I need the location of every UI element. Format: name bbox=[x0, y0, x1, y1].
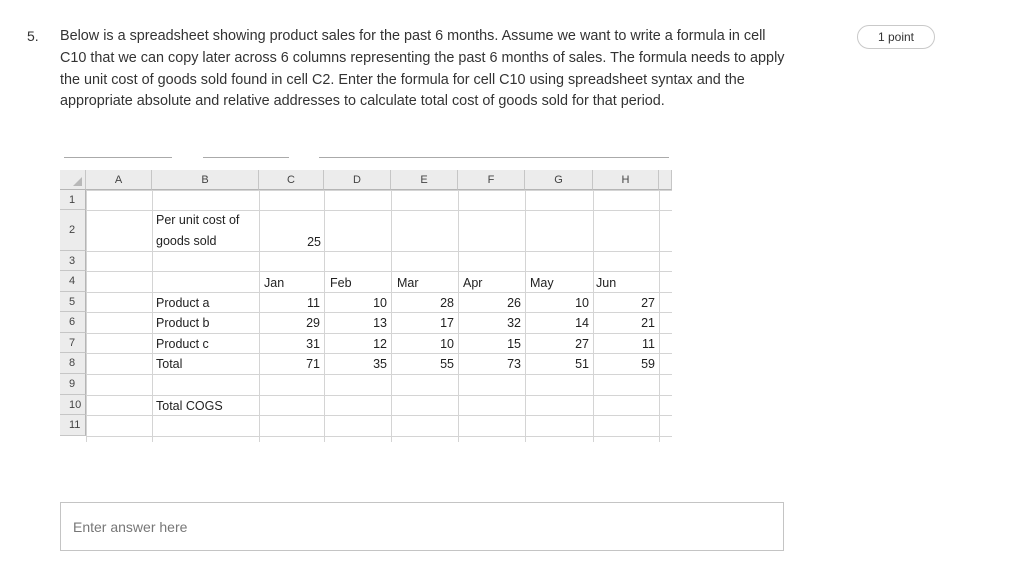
cell-b2-line2: goods sold bbox=[156, 234, 217, 248]
sales-value: 55 bbox=[440, 357, 454, 371]
grid-line-h bbox=[86, 415, 672, 416]
ribbon-fragment bbox=[60, 150, 672, 170]
product-label: Product a bbox=[156, 296, 210, 310]
row-header-2[interactable]: 2 bbox=[60, 210, 86, 251]
column-header-e[interactable]: E bbox=[391, 170, 458, 190]
sales-value: 10 bbox=[440, 337, 454, 351]
grid-line-h bbox=[86, 353, 672, 354]
column-header-f[interactable]: F bbox=[458, 170, 525, 190]
sales-value: 71 bbox=[306, 357, 320, 371]
row-header-5[interactable]: 5 bbox=[60, 292, 86, 312]
column-header-h[interactable]: H bbox=[593, 170, 659, 190]
column-header-blank bbox=[659, 170, 672, 190]
product-label: Total bbox=[156, 357, 183, 371]
points-badge: 1 point bbox=[857, 25, 935, 49]
row-header-1[interactable]: 1 bbox=[60, 190, 86, 210]
sales-value: 14 bbox=[575, 316, 589, 330]
grid-line-h bbox=[86, 271, 672, 272]
sales-value: 28 bbox=[440, 296, 454, 310]
grid-line-h bbox=[86, 251, 672, 252]
column-header-d[interactable]: D bbox=[324, 170, 391, 190]
grid-line-h bbox=[86, 292, 672, 293]
row-header-7[interactable]: 7 bbox=[60, 333, 86, 353]
sales-value: 21 bbox=[641, 316, 655, 330]
grid-line-h bbox=[86, 374, 672, 375]
grid-line-h bbox=[86, 395, 672, 396]
row-header-10[interactable]: 10 bbox=[60, 395, 86, 415]
month-header-mar: Mar bbox=[397, 276, 419, 290]
cell-b10: Total COGS bbox=[156, 399, 223, 413]
column-header-c[interactable]: C bbox=[259, 170, 324, 190]
row-header-11[interactable]: 11 bbox=[60, 415, 86, 436]
grid-line-h bbox=[86, 436, 672, 437]
sales-value: 17 bbox=[440, 316, 454, 330]
row-header-9[interactable]: 9 bbox=[60, 374, 86, 395]
sales-value: 35 bbox=[373, 357, 387, 371]
grid-line-v bbox=[152, 170, 153, 442]
sales-value: 11 bbox=[307, 296, 320, 310]
sales-value: 10 bbox=[575, 296, 589, 310]
product-label: Product c bbox=[156, 337, 209, 351]
grid-line-h bbox=[86, 190, 672, 191]
sales-value: 12 bbox=[373, 337, 387, 351]
sales-value: 73 bbox=[507, 357, 521, 371]
row-header-3[interactable]: 3 bbox=[60, 251, 86, 271]
month-header-jan: Jan bbox=[264, 276, 285, 290]
spreadsheet-image bbox=[60, 150, 672, 442]
grid-line-v bbox=[659, 170, 660, 442]
month-header-feb: Feb bbox=[330, 276, 352, 290]
sales-value: 51 bbox=[575, 357, 589, 371]
sales-value: 29 bbox=[306, 316, 320, 330]
sales-value: 26 bbox=[507, 296, 521, 310]
row-header-4[interactable]: 4 bbox=[60, 271, 86, 292]
product-label: Product b bbox=[156, 316, 210, 330]
grid-line-v bbox=[86, 170, 87, 442]
answer-input[interactable] bbox=[60, 502, 784, 551]
row-header-6[interactable]: 6 bbox=[60, 312, 86, 333]
cell-c2: 25 bbox=[307, 235, 321, 249]
question-number: 5. bbox=[27, 28, 39, 44]
sales-value: 27 bbox=[575, 337, 589, 351]
sales-value: 11 bbox=[642, 337, 655, 351]
sales-value: 59 bbox=[641, 357, 655, 371]
cell-b2-line1: Per unit cost of bbox=[156, 213, 240, 227]
month-header-may: May bbox=[530, 276, 554, 290]
row-header-8[interactable]: 8 bbox=[60, 353, 86, 374]
sales-value: 15 bbox=[507, 337, 521, 351]
column-header-b[interactable]: B bbox=[152, 170, 259, 190]
grid-line-h bbox=[86, 210, 672, 211]
column-header-g[interactable]: G bbox=[525, 170, 593, 190]
month-header-jun: Jun bbox=[596, 276, 617, 290]
sales-value: 31 bbox=[306, 337, 320, 351]
sales-value: 10 bbox=[373, 296, 387, 310]
grid-line-h bbox=[86, 333, 672, 334]
sales-value: 32 bbox=[507, 316, 521, 330]
question-text: Below is a spreadsheet showing product sales for the past 6 months. Assume we want to write a formula in cell C10 that we can copy later across 6 columns representing the past 6 months of sales. The formula needs to apply the unit cost of goods sold found in cell C2. Enter the formula for cell C10 using spreadsheet syntax and the appropriate absolute and relative addresses to calculate total cost of goods sold for that period. bbox=[60, 28, 785, 110]
sales-value: 27 bbox=[641, 296, 655, 310]
sales-value: 13 bbox=[373, 316, 387, 330]
month-header-apr: Apr bbox=[463, 276, 483, 290]
column-header-a[interactable]: A bbox=[86, 170, 152, 190]
select-all-corner bbox=[60, 170, 86, 190]
grid-line-h bbox=[86, 312, 672, 313]
